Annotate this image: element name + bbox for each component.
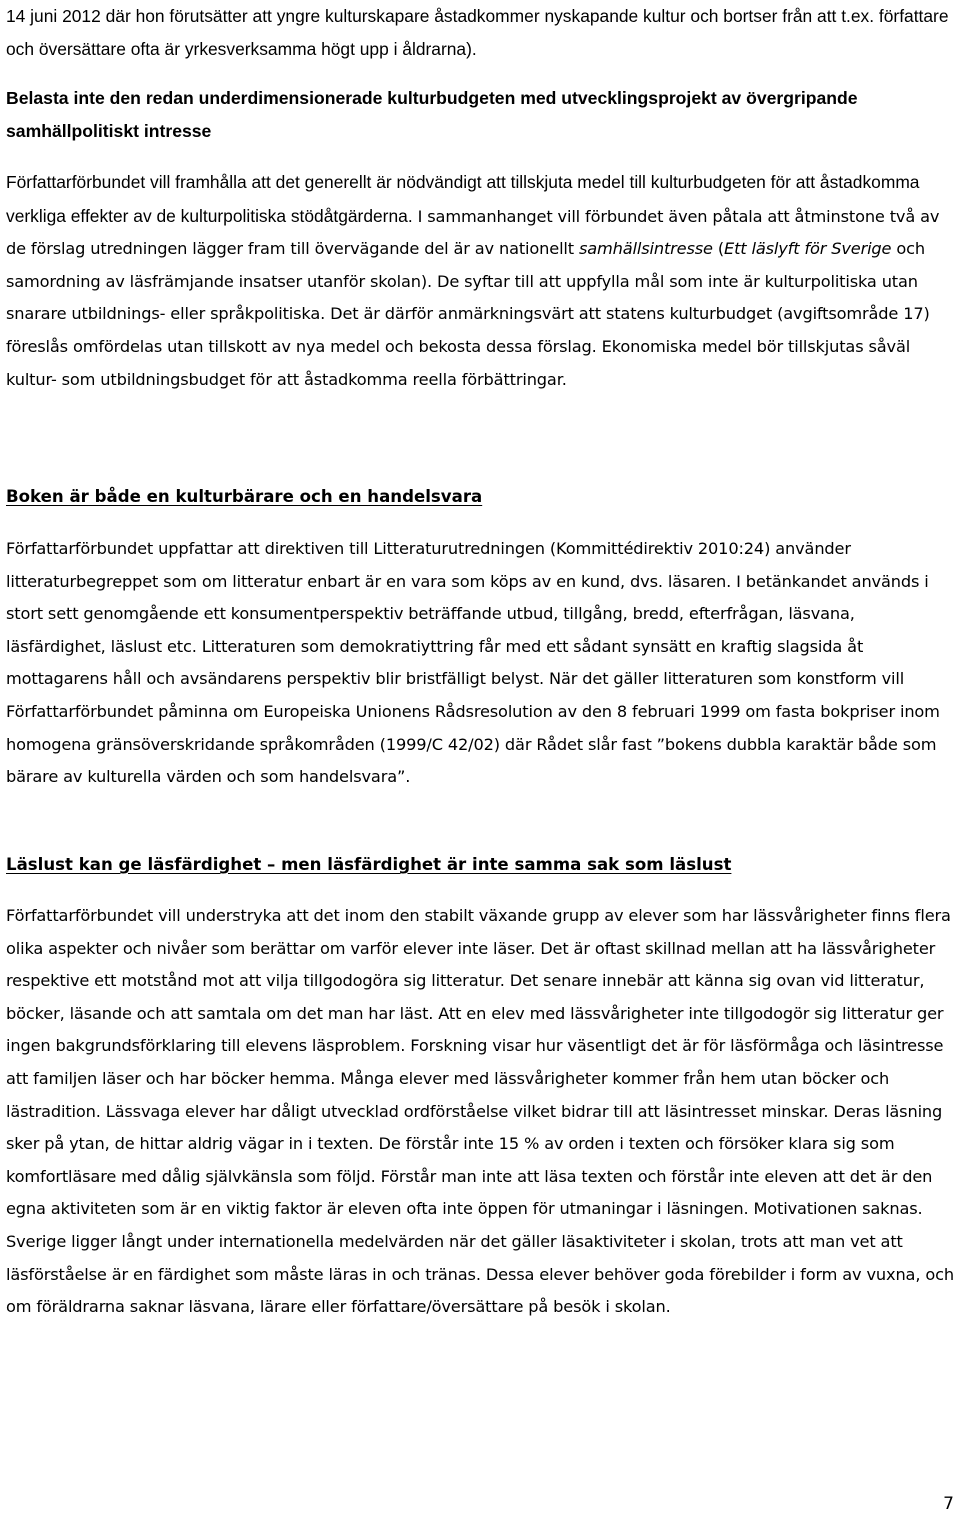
section1-paragraph-part-b1: I sammanhanget vill förbundet även påtala att åtminstone två av de förslag utredningen lägger fram till övervägande del är av nationellt	[6, 206, 940, 259]
section3-heading: Läslust kan ge läsfärdighet – men läsfärdighet är inte samma sak som läslust	[6, 855, 732, 874]
section1-paragraph-part-b3: och samordning av läsfrämjande insatser utanför skolan). De syftar till att uppfylla mål som inte är kulturpolitiska utan snarare utbildnings- eller språkpolitiska. Det är därför anmärkningsvärt att statens kulturbudget (avgiftsområde 17) föreslås omfördelas utan tillskott av nya medel och bekosta dessa förslag. Ekonomiska medel bör tillskjutas såväl kultur- som utbildningsbudget för att åstadkomma reella förbättringar.	[6, 239, 930, 389]
section1-emphasis-samhallsintresse: samhällsintresse	[578, 239, 713, 259]
section1-emphasis-lasslyft: Ett läslyft för Sverige	[724, 239, 892, 259]
section2-heading: Boken är både en kulturbärare och en handelsvara	[6, 487, 483, 506]
section2-paragraph: Författarförbundet uppfattar att direktiven till Litteraturutredningen (Kommittédirektiv 2010:24) använder litteraturbegreppet som om litteratur enbart är en vara som köps av en kund, dvs. läsaren. I betänkandet används i stort sett genomgående ett konsumentperspektiv beträffande utbud, tillgång, bredd, efterfrågan, läsvana, läsfärdighet, läslust etc. Litteraturen som demokratiyttring får med ett sådant synsätt en kraftig slagsida åt mottagarens håll och avsändarens perspektiv blir bristfälligt belyst. När det gäller litteraturen som konstform vill Författarförbundet påminna om Europeiska Unionens Rådsresolution av den 8 februari 1999 om fasta bokpriser inom homogena gränsöverskridande språkområden (1999/C 42/02) där Rådet slår fast ”bokens dubbla karaktär både som bärare av kulturella värden och som handelsvara”.	[6, 539, 940, 787]
section3-paragraph: Författarförbundet vill understryka att det inom den stabilt växande grupp av elever som har lässvårigheter finns flera olika aspekter och nivåer som berättar om varför elever inte läser. Det är oftast skillnad mellan att ha lässvårigheter respektive ett motstånd mot att vilja tillgodogöra sig litteratur. Det senare innebär att känna sig ovan vid litteratur, böcker, läsande och att samtala om det man har läst. Att en elev med lässvårigheter inte tillgodogör sig litteratur ger ingen bakgrundsförklaring till elevens läsproblem. Forskning visar hur väsentligt det är för läsförmåga och läsintresse att familjen läser och har böcker hemma. Många elever med lässvårigheter kommer från hem utan böcker och lästradition. Lässvaga elever har dåligt utvecklad ordförståelse vilket bidrar till att läsintresset minskar. Deras läsning sker på ytan, de hittar aldrig vägar in i texten. De förstår inte 15 % av orden i texten och försöker klara sig som komfortläsare med dålig självkänsla som följd. Förstår man inte att läsa texten och förstår inte eleven att det är den egna aktiviteten som är en viktig faktor är eleven ofta inte öppen för utmaningar i läsningen. Motivationen saknas. Sverige ligger långt under internationella medelvärden när det gäller läsaktiviteter i skolan, trots att man vet att läsförståelse är en färdighet som måste läras in och tränas. Dessa elever behöver goda förebilder i form av vuxna, och om föräldrarna saknar läsvana, lärare eller författare/översättare på besök i skolan.	[6, 906, 954, 1317]
section1-heading: Belasta inte den redan underdimensionerade kulturbudgeten med utvecklingsprojekt av övergripande samhällpolitiskt intresse	[6, 88, 858, 141]
section1-paragraph-part-b2: (	[712, 239, 725, 259]
section1-paragraph	[6, 166, 956, 396]
section1-paragraph-part-a: Författarförbundet vill framhålla att det generellt är nödvändigt att tillskjuta medel till kulturbudgeten för att åstadkomma verkliga effekter av de kulturpolitiska stödåtgärderna.	[6, 172, 920, 226]
intro-paragraph: 14 juni 2012 där hon förutsätter att yngre kulturskapare åstadkommer nyskapande kultur och bortser från att t.ex. författare och översättare ofta är yrkesverksamma högt upp i åldrarna).	[6, 6, 949, 59]
page-number: 7	[943, 1494, 954, 1514]
